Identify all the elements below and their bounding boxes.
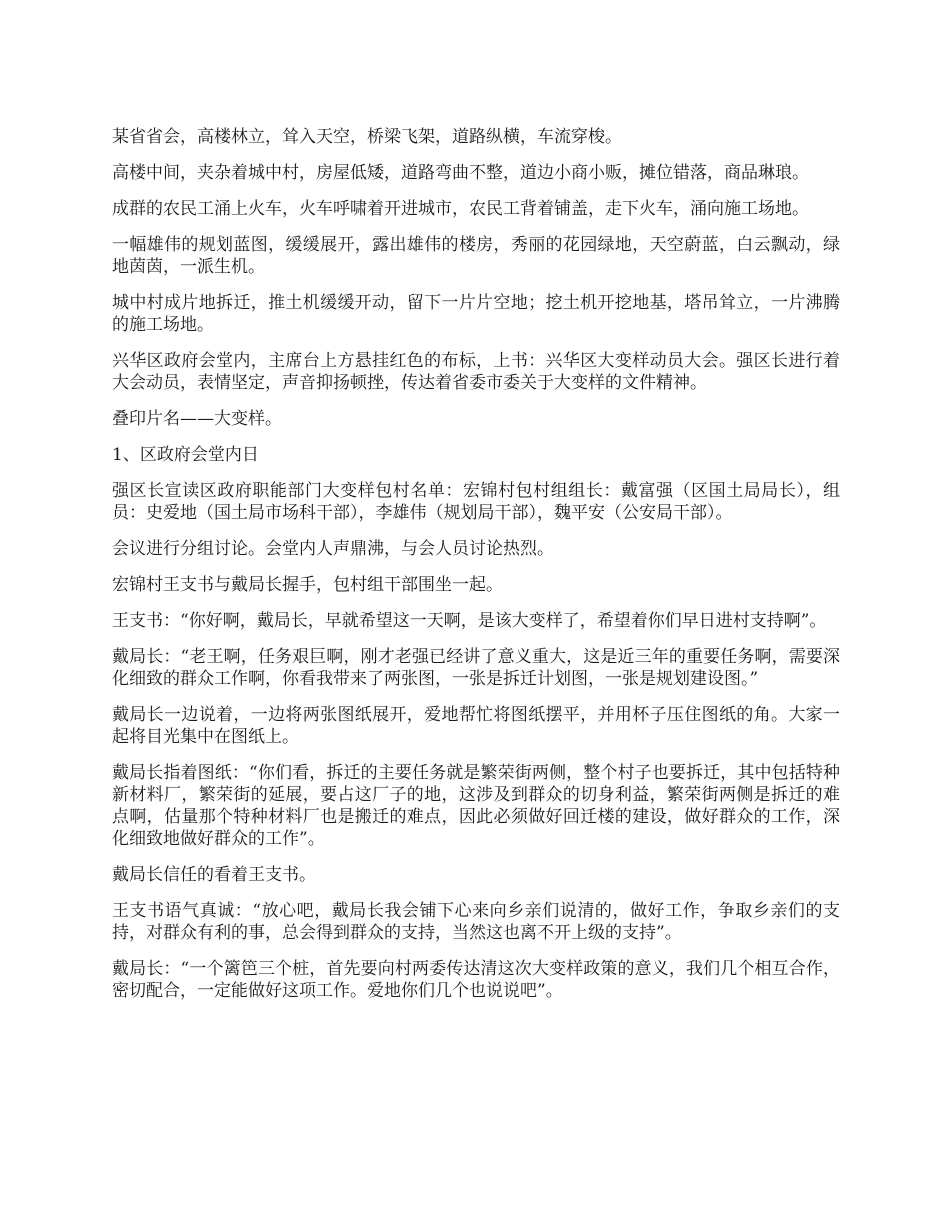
paragraph: 城中村成片地拆迁，推土机缓缓开动，留下一片片空地；挖土机开挖地基，塔吊耸立，一片沸腾的施工场地。 <box>112 293 840 335</box>
paragraph: 戴局长一边说着，一边将两张图纸展开，爱地帮忙将图纸摆平，并用杯子压住图纸的角。大家一起将目光集中在图纸上。 <box>112 705 840 747</box>
dialogue: 戴局长：“一个篱笆三个桩，首先要向村两委传达清这次大变样政策的意义，我们几个相互合作，密切配合，一定能做好这项工作。爱地你们几个也说说吧”。 <box>112 959 840 1001</box>
dialogue: 戴局长指着图纸：“你们看，拆迁的主要任务就是繁荣街两侧，整个村子也要拆迁，其中包括特种新材料厂，繁荣街的延展，要占这厂子的地，这涉及到群众的切身利益，繁荣街两侧是拆迁的难点啊，估量那个特种材料厂也是搬迁的难点，因此必须做好回迁楼的建设，做好群众的工作，深化细致地做好群众的工作”。 <box>112 763 840 849</box>
paragraph: 兴华区政府会堂内，主席台上方悬挂红色的布标，上书：兴华区大变样动员大会。强区长进行着大会动员，表情坚定，声音抑扬顿挫，传达着省委市委关于大变样的文件精神。 <box>112 351 840 393</box>
paragraph: 一幅雄伟的规划蓝图，缓缓展开，露出雄伟的楼房，秀丽的花园绿地，天空蔚蓝，白云飘动，绿地茵茵，一派生机。 <box>112 235 840 277</box>
paragraph: 会议进行分组讨论。会堂内人声鼎沸，与会人员讨论热烈。 <box>112 539 554 559</box>
dialogue: 王支书语气真诚：“放心吧，戴局长我会铺下心来向乡亲们说清的，做好工作，争取乡亲们的支持，对群众有利的事，总会得到群众的支持，当然这也离不开上级的支持”。 <box>112 901 840 943</box>
paragraph: 宏锦村王支书与戴局长握手，包村组干部围坐一起。 <box>112 575 503 595</box>
dialogue: 戴局长：“老王啊，任务艰巨啊，刚才老强已经讲了意义重大，这是近三年的重要任务啊，需要深化细致的群众工作啊，你看我带来了两张图，一张是拆迁计划图，一张是规划建设图。” <box>112 647 840 689</box>
dialogue: 王支书：“你好啊，戴局长，早就希望这一天啊，是该大变样了，希望着你们早日进村支持啊”。 <box>112 611 827 631</box>
paragraph: 强区长宣读区政府职能部门大变样包村名单：宏锦村包村组组长：戴富强（区国土局局长），组员：史爱地（国土局市场科干部），李雄伟（规划局干部），魏平安（公安局干部）。 <box>112 481 840 523</box>
paragraph: 戴局长信任的看着王支书。 <box>112 865 316 885</box>
paragraph: 某省省会，高楼林立，耸入天空，桥梁飞架，道路纵横，车流穿梭。 <box>112 127 622 147</box>
scene-heading: 1、区政府会堂内日 <box>112 445 259 465</box>
paragraph: 高楼中间，夹杂着城中村，房屋低矮，道路弯曲不整，道边小商小贩，摊位错落，商品琳琅。 <box>112 163 809 183</box>
paragraph: 成群的农民工涌上火车，火车呼啸着开进城市，农民工背着铺盖，走下火车，涌向施工场地。 <box>112 199 809 219</box>
title-overlay: 叠印片名——大变样。 <box>112 409 282 429</box>
document-body <box>112 126 840 1016</box>
